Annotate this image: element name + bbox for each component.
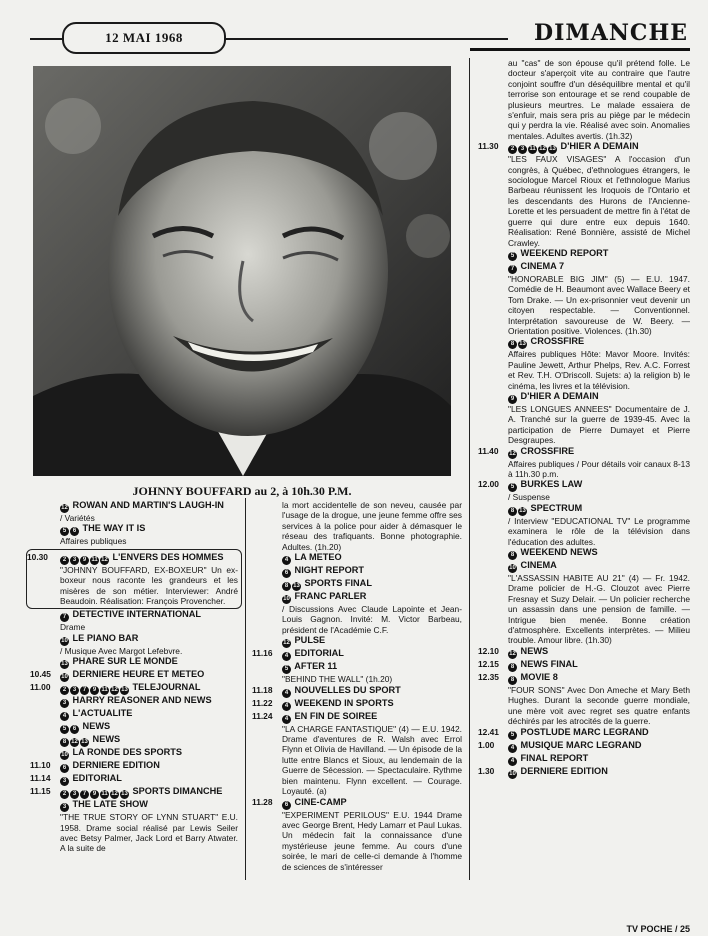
program-time: 11.28 — [252, 796, 273, 807]
program-title: PHARE SUR LE MONDE — [70, 656, 178, 667]
channel-badge: 5 — [508, 252, 517, 261]
program-entry — [478, 248, 690, 261]
program-entry — [478, 646, 690, 659]
channel-badge: 10 — [509, 770, 516, 777]
program-description: "LES FAUX VISAGES" A l'occasion d'un congrès, à Québec, d'ethnologues étrangers, le sociologue Marcel Rioux et l'ethnologue Marius Barbeau réunissent les Iroquois de l'Ontario et les descendants des Hurons de l'Ancienne-Lorette et les persuadent de mettre fin à l'état de guerre qui dure entre eux depuis 1640. Réalisation: René Bonnière, assisté de Michel Crawley. — [508, 154, 690, 248]
program-title: NOUVELLES DU SPORT — [292, 684, 401, 695]
program-description: Affaires publiques / Pour détails voir canaux 8-13 à 11h.30 p.m. — [508, 458, 690, 479]
program-entry — [252, 578, 462, 591]
program-title: CINE-CAMP — [292, 796, 347, 807]
channel-badge: 6 — [282, 801, 291, 810]
program-time: 12.00 — [478, 479, 499, 490]
program-entry — [252, 797, 462, 872]
channel-badge: 9 — [90, 790, 99, 799]
channel-badge: 7 — [508, 265, 517, 274]
program-entry — [478, 740, 690, 753]
program-entry — [252, 635, 462, 648]
channel-badge: 4 — [282, 652, 291, 661]
channel-badge: 12 — [111, 687, 118, 694]
program-title: THE WAY IT IS — [80, 523, 146, 534]
program-description: "EXPERIMENT PERILOUS" E.U. 1944 Drame avec George Brent, Hedy Lamarr et Paul Lukas. Un médecin fait la connaissance d'une mystérieuse jeune femme. Au cours d'une soirée, le mari de celle-ci demande à l'homme de sciences de s'intéresser — [282, 809, 462, 872]
program-entry — [30, 708, 238, 721]
program-title: L'ACTUALITE — [70, 708, 133, 719]
channel-badge: 8 — [282, 582, 291, 591]
program-title: MUSIQUE MARC LEGRAND — [518, 739, 642, 750]
program-entry — [26, 549, 242, 610]
program-title: DERNIERE HEURE ET METEO — [70, 669, 205, 680]
program-title: WEEKEND REPORT — [518, 247, 609, 258]
program-description: "LES LONGUES ANNEES" Documentaire de J. A. Tranché sur la guerre de 1939-45. Avec la participation de Pierre Dumayet et Pierre Desgraupes. — [508, 403, 690, 446]
program-description: Affaires publiques — [60, 536, 127, 547]
program-entry — [30, 609, 238, 632]
channel-badge: 4 — [282, 556, 291, 565]
program-title: AFTER 11 — [292, 661, 338, 672]
channel-badge: 11 — [91, 556, 98, 563]
program-entry — [478, 336, 690, 391]
channel-badge: 8 — [508, 340, 517, 349]
program-time: 10.30 — [27, 551, 48, 562]
channel-badge: 3 — [70, 686, 79, 695]
program-title: DETECTIVE INTERNATIONAL — [70, 609, 202, 620]
date-label: 12 MAI 1968 — [62, 22, 226, 54]
program-description: la mort accidentelle de son neveu, causée par l'usage de la drogue, une jeune femme offre ses services à la police pour aider à démasquer le réseau des trafiquants. Bonne photographie. Adultes. (1h.20) — [282, 500, 462, 552]
program-description: au "cas" de son épouse qu'il prétend folle. Le docteur s'aperçoit vite au contraire que l'autre conjoint souffre d'un déséquilibre mental et qu'il terrorise son entourage et se rend coupable de plusieurs meurtres. Le malade essaiera de s'enfuir, mais sera pris au piège par le médecin qui y perdra la vie. Réalisé avec soin. Anomalies mentales. Adultes avertis. (1h.32) — [508, 58, 690, 141]
program-description: / Variétés — [60, 513, 95, 523]
program-title: NEWS — [80, 721, 111, 732]
program-time: 11.24 — [252, 710, 273, 721]
channel-badge: 12 — [509, 450, 516, 457]
column-top-rule — [470, 48, 690, 51]
channel-badge: 7 — [80, 686, 89, 695]
program-time: 1.30 — [478, 765, 495, 776]
program-time: 11.10 — [30, 760, 51, 771]
program-entry — [30, 682, 238, 695]
program-description: Affaires publiques Hôte: Mavor Moore. Invités: Pauline Jewett, Arthur Phelps, Rev. A.C. Forrest et Rev. T.H. O'Driscoll. Sujets: a) la religion b) le cinéma, les livres et la télévision. — [508, 349, 690, 391]
channel-badge: 5 — [60, 527, 69, 536]
channel-badge: 3 — [60, 699, 69, 708]
channel-badge: 4 — [282, 715, 291, 724]
program-entry — [252, 648, 462, 661]
portrait-image — [33, 66, 451, 476]
program-title: CINEMA — [518, 560, 557, 571]
program-time: 11.00 — [30, 682, 51, 693]
program-entry — [478, 479, 690, 502]
program-entry — [478, 58, 690, 141]
program-entry — [30, 786, 238, 799]
program-entry — [252, 711, 462, 797]
channel-badge: 12 — [539, 146, 546, 153]
program-entry — [478, 503, 690, 547]
channel-badge: 12 — [111, 791, 118, 798]
channel-badge: 12 — [101, 556, 108, 563]
program-entry — [252, 565, 462, 578]
program-title: SPECTRUM — [528, 502, 583, 513]
column-divider — [469, 58, 470, 880]
channel-badge: 8 — [508, 676, 517, 685]
program-entry — [252, 591, 462, 635]
program-entry — [478, 659, 690, 672]
program-title: D'HIER A DEMAIN — [518, 390, 599, 401]
program-title: DERNIERE EDITION — [518, 765, 608, 776]
channel-badge: 12 — [283, 640, 290, 647]
channel-badge: 10 — [61, 752, 68, 759]
channel-badge: 3 — [60, 777, 69, 786]
program-time: 11.22 — [252, 697, 273, 708]
program-title: NEWS FINAL — [518, 658, 578, 669]
channel-badge: 13 — [519, 507, 526, 514]
channel-badge: 4 — [282, 689, 291, 698]
schedule-column-right — [478, 58, 690, 779]
program-title: LA METEO — [292, 552, 342, 563]
program-description: / Musique Avec Margot Lefebvre. — [60, 645, 183, 656]
program-title: LA RONDE DES SPORTS — [70, 747, 182, 758]
channel-badge: 12 — [61, 505, 68, 511]
program-entry — [478, 261, 690, 336]
program-title: CROSSFIRE — [518, 445, 575, 456]
channel-badge: 11 — [529, 146, 536, 153]
page-footer: TV POCHE / 25 — [626, 924, 690, 934]
program-entry — [30, 500, 238, 523]
program-entry — [252, 552, 462, 565]
program-entry — [478, 141, 690, 248]
program-time: 11.16 — [252, 648, 273, 659]
program-title: HARRY REASONER AND NEWS — [70, 695, 212, 706]
program-entry — [30, 773, 238, 786]
program-description: "THE TRUE STORY OF LYNN STUART" E.U. 1958. Drame social réalisé par Lewis Seiler avec Betsy Palmer, Jack Lord et Barry Atwater. A la suite de — [60, 812, 238, 854]
program-title: POSTLUDE MARC LEGRAND — [518, 726, 649, 737]
program-title: EN FIN DE SOIREE — [292, 710, 378, 721]
program-description: Drame — [60, 622, 86, 633]
channel-badge: 6 — [70, 725, 79, 734]
program-title: TELEJOURNAL — [130, 682, 201, 693]
program-entry — [478, 672, 690, 727]
program-entry — [478, 727, 690, 740]
channel-badge: 6 — [70, 527, 79, 536]
program-entry — [252, 500, 462, 552]
program-title: CINEMA 7 — [518, 260, 565, 271]
program-time: 10.45 — [30, 669, 51, 680]
channel-badge: 8 — [508, 507, 517, 516]
program-entry — [30, 734, 238, 747]
program-entry — [30, 633, 238, 656]
program-title: BURKES LAW — [518, 479, 583, 490]
channel-badge: 13 — [81, 739, 88, 746]
program-description: / Suspense — [508, 492, 550, 503]
program-entry — [30, 669, 238, 682]
channel-badge: 13 — [519, 341, 526, 348]
channel-badge: 13 — [121, 791, 128, 798]
program-title: PULSE — [292, 635, 326, 646]
column-divider — [245, 498, 246, 880]
channel-badge: 9 — [90, 686, 99, 695]
channel-badge: 2 — [60, 556, 69, 565]
portrait-photo — [33, 66, 451, 476]
program-title: SPORTS DIMANCHE — [130, 786, 223, 797]
program-title: D'HIER A DEMAIN — [558, 141, 639, 152]
channel-badge: 5 — [282, 665, 291, 674]
channel-badge: 8 — [60, 738, 69, 747]
program-title: FINAL REPORT — [518, 752, 589, 763]
channel-badge: 9 — [80, 556, 89, 565]
photo-caption: JOHNNY BOUFFARD au 2, à 10h.30 P.M. — [132, 484, 352, 498]
channel-badge: 3 — [60, 803, 69, 812]
program-description: "JOHNNY BOUFFARD, EX-BOXEUR" Un ex-boxeur nous raconte les grandeurs et les misères de son métier. Interviewer: André Beaudoin. Réalisation: François Provencher. — [60, 564, 238, 607]
channel-badge: 13 — [61, 661, 68, 668]
program-description: "L'ASSASSIN HABITE AU 21" (4) — Fr. 1942. Drame policier de H.-G. Clouzot avec Pierre Fresnay et Suzy Delair. — Un policier recherche un assassin dans une pension de famille. — Intrigue bien menée. Bonne création d'atmosphère. Excellents interprètes. — Milieu trouble. Amour libre. (1h.30) — [508, 573, 690, 646]
schedule-column-left — [27, 500, 238, 854]
program-title: L'ENVERS DES HOMMES — [110, 551, 224, 562]
program-entry — [478, 446, 690, 480]
program-description: / Discussions Avec Claude Lapointe et Jean-Louis Gagnon. Invité: M. Victor Barbeau, président de l'Académie C.F. — [282, 604, 462, 635]
program-time: 11.18 — [252, 684, 273, 695]
channel-badge: 5 — [508, 483, 517, 492]
program-entry — [252, 698, 462, 711]
channel-badge: 11 — [101, 791, 108, 798]
program-title: DERNIERE EDITION — [70, 760, 160, 771]
channel-badge: 12 — [71, 739, 78, 746]
program-title: WEEKEND NEWS — [518, 547, 598, 558]
program-description: "LA CHARGE FANTASTIQUE" (4) — E.U. 1942. Drame d'aventures de R. Walsh avec Errol Flynn et Olivia de Havilland. — Un épisode de la lutte entre Blancs et Sioux, au lendemain de la Guerre de Sécession. — Spectaculaire. Rythme bien maintenu. Flynn excellent. — Courage. Loyauté. (a) — [282, 723, 462, 797]
channel-badge: 8 — [508, 551, 517, 560]
channel-badge: 10 — [509, 565, 516, 572]
program-description: "BEHIND THE WALL" (1h.20) — [282, 674, 393, 685]
program-entry — [30, 721, 238, 734]
program-entry — [30, 656, 238, 669]
channel-badge: 13 — [293, 583, 300, 590]
channel-badge: 2 — [60, 790, 69, 799]
channel-badge: 4 — [508, 744, 517, 753]
program-entry — [252, 685, 462, 698]
program-entry — [478, 766, 690, 779]
program-title: NEWS — [518, 645, 549, 656]
channel-badge: 6 — [282, 569, 291, 578]
program-entry — [30, 695, 238, 708]
channel-badge: 10 — [283, 596, 290, 603]
program-time: 12.15 — [478, 658, 499, 669]
channel-badge: 5 — [60, 725, 69, 734]
program-title: LE PIANO BAR — [70, 632, 139, 643]
program-title: THE LATE SHOW — [70, 799, 148, 810]
program-time: 11.40 — [478, 445, 499, 456]
program-title: EDITORIAL — [292, 648, 344, 659]
day-title: DIMANCHE — [534, 20, 688, 46]
program-entry — [252, 661, 462, 684]
channel-badge: 4 — [60, 712, 69, 721]
program-time: 12.10 — [478, 645, 499, 656]
channel-badge: 10 — [61, 637, 68, 644]
program-title: ROWAN AND MARTIN'S LAUGH-IN — [70, 500, 224, 510]
program-time: 1.00 — [478, 739, 495, 750]
program-title: FRANC PARLER — [292, 591, 367, 602]
program-title: EDITORIAL — [70, 773, 122, 784]
channel-badge: 2 — [508, 145, 517, 154]
program-entry — [30, 760, 238, 773]
channel-badge: 9 — [508, 395, 517, 404]
program-time: 11.15 — [30, 786, 51, 797]
program-time: 12.41 — [478, 726, 499, 737]
channel-badge: 2 — [60, 686, 69, 695]
channel-badge: 6 — [60, 764, 69, 773]
program-entry — [30, 747, 238, 760]
program-title: MOVIE 8 — [518, 671, 558, 682]
program-time: 11.14 — [30, 773, 51, 784]
channel-badge: 12 — [509, 650, 516, 657]
channel-badge: 13 — [121, 687, 128, 694]
channel-badge: 3 — [70, 556, 79, 565]
program-title: WEEKEND IN SPORTS — [292, 697, 394, 708]
channel-badge: 11 — [101, 687, 108, 694]
program-title: SPORTS FINAL — [302, 578, 372, 589]
program-title: CROSSFIRE — [528, 336, 585, 347]
channel-badge: 13 — [549, 146, 556, 153]
schedule-column-middle — [252, 500, 462, 872]
channel-badge: 4 — [282, 702, 291, 711]
program-time: 11.30 — [478, 141, 499, 152]
program-title: NEWS — [90, 734, 121, 745]
channel-badge: 7 — [80, 790, 89, 799]
channel-badge: 8 — [508, 663, 517, 672]
channel-badge: 4 — [508, 757, 517, 766]
program-entry — [478, 560, 690, 646]
channel-badge: 3 — [518, 145, 527, 154]
program-time: 12.35 — [478, 671, 499, 682]
program-entry — [478, 753, 690, 766]
program-entry — [478, 391, 690, 446]
program-entry — [30, 523, 238, 546]
program-description: / Interview "EDUCATIONAL TV" Le programme examinera le rôle de la télévision dans l'éducation des adultes. — [508, 515, 690, 547]
program-entry — [478, 547, 690, 560]
channel-badge: 5 — [508, 731, 517, 740]
channel-badge: 3 — [70, 790, 79, 799]
channel-badge: 10 — [61, 674, 68, 681]
program-description: "FOUR SONS" Avec Don Ameche et Mary Beth Hughes. Durant la seconde guerre mondiale, une mère voit avec regret ses quatre enfants déchirés par les atrocités de la guerre. — [508, 684, 690, 727]
channel-badge: 7 — [60, 613, 69, 622]
program-description: "HONORABLE BIG JIM" (5) — E.U. 1947. Comédie de H. Beaumont avec Wallace Beery et Tom Drake. — Un ex-prisonnier veut devenir un citoyen respectable. — Conventionnel. Interprétation savoureuse de W. Beery. — Orientation positive. Violences. (1h.30) — [508, 273, 690, 336]
program-entry — [30, 799, 238, 854]
program-title: NIGHT REPORT — [292, 565, 364, 576]
